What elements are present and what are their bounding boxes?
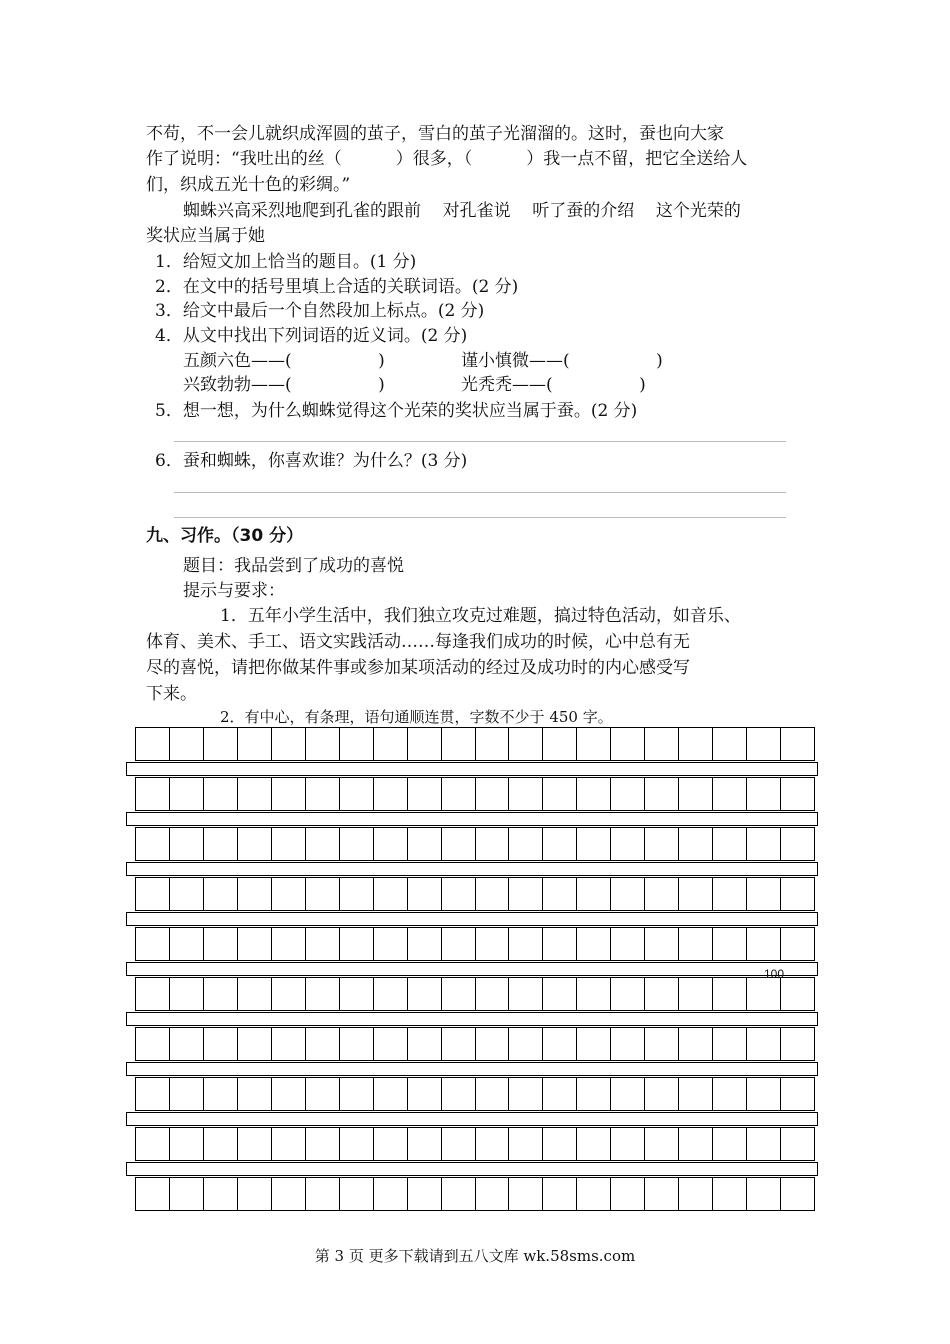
grid-cell[interactable] — [408, 778, 442, 810]
grid-cell[interactable] — [136, 1128, 170, 1160]
grid-cell[interactable] — [204, 1178, 238, 1210]
grid-spacer — [126, 862, 818, 876]
grid-spacer — [126, 1112, 818, 1126]
passage-line: 作了说明：“我吐出的丝（ ）很多，（ ）我一点不留，把它全送给人 — [146, 149, 748, 169]
grid-cell[interactable] — [204, 828, 238, 860]
grid-cell[interactable] — [747, 1078, 781, 1110]
grid-cell[interactable] — [611, 1128, 645, 1160]
grid-cell[interactable] — [747, 728, 781, 760]
grid-cell[interactable] — [577, 828, 611, 860]
grid-cell[interactable] — [442, 1128, 476, 1160]
grid-cell[interactable] — [340, 1128, 374, 1160]
synonym-item: 光秃秃——( ) — [461, 375, 646, 395]
passage-line: 蜘蛛兴高采烈地爬到孔雀的跟前 对孔雀说 听了蚕的介绍 这个光荣的 — [183, 201, 741, 221]
grid-cell[interactable] — [374, 828, 408, 860]
grid-cell[interactable] — [442, 1178, 476, 1210]
grid-cell[interactable] — [476, 1078, 510, 1110]
grid-cell[interactable] — [238, 778, 272, 810]
grid-cell[interactable] — [204, 878, 238, 910]
grid-cell[interactable] — [476, 828, 510, 860]
question-5: 5．想一想，为什么蜘蛛觉得这个光荣的奖状应当属于蚕。(2 分) — [155, 401, 638, 421]
answer-line[interactable] — [174, 517, 786, 518]
grid-cell[interactable] — [543, 978, 577, 1010]
grid-cell[interactable] — [476, 778, 510, 810]
grid-cell[interactable] — [509, 828, 543, 860]
grid-cell[interactable] — [577, 978, 611, 1010]
grid-cell[interactable] — [238, 1028, 272, 1060]
grid-cell[interactable] — [374, 978, 408, 1010]
grid-cell[interactable] — [713, 778, 747, 810]
grid-spacer — [126, 962, 818, 976]
grid-cell[interactable] — [442, 1078, 476, 1110]
grid-cell[interactable] — [747, 978, 781, 1010]
grid-cell[interactable] — [679, 728, 713, 760]
grid-cell[interactable] — [781, 1028, 814, 1060]
page-footer: 第 3 页 更多下载请到五八文库 wk.58sms.com — [314, 1247, 636, 1265]
grid-cell[interactable] — [272, 1128, 306, 1160]
grid-cell[interactable] — [611, 728, 645, 760]
grid-cell[interactable] — [136, 778, 170, 810]
grid-cell[interactable] — [238, 728, 272, 760]
grid-cell[interactable] — [611, 878, 645, 910]
grid-cell[interactable] — [509, 878, 543, 910]
grid-cell[interactable] — [747, 1178, 781, 1210]
grid-cell[interactable] — [136, 728, 170, 760]
grid-cell[interactable] — [577, 1128, 611, 1160]
grid-spacer — [126, 1162, 818, 1176]
grid-cell[interactable] — [679, 928, 713, 960]
grid-cell[interactable] — [306, 928, 340, 960]
grid-cell[interactable] — [204, 778, 238, 810]
grid-cell[interactable] — [645, 1078, 679, 1110]
grid-cell[interactable] — [340, 1178, 374, 1210]
grid-spacer — [126, 1012, 818, 1026]
grid-cell[interactable] — [238, 1128, 272, 1160]
passage-line: 们，织成五光十色的彩绸。” — [146, 175, 351, 195]
answer-line[interactable] — [174, 492, 786, 493]
grid-cell[interactable] — [374, 878, 408, 910]
grid-cell[interactable] — [408, 828, 442, 860]
grid-cell[interactable] — [476, 928, 510, 960]
grid-cell[interactable] — [340, 978, 374, 1010]
grid-cell[interactable] — [170, 978, 204, 1010]
grid-cell[interactable] — [645, 728, 679, 760]
grid-cell[interactable] — [611, 928, 645, 960]
grid-cell[interactable] — [272, 728, 306, 760]
grid-cell[interactable] — [408, 878, 442, 910]
grid-cell[interactable] — [509, 728, 543, 760]
grid-cell[interactable] — [577, 728, 611, 760]
grid-cell[interactable] — [204, 1128, 238, 1160]
grid-row — [135, 1177, 815, 1211]
grid-cell[interactable] — [577, 878, 611, 910]
grid-cell[interactable] — [713, 828, 747, 860]
passage-line: 奖状应当属于她 — [146, 226, 265, 246]
grid-cell[interactable] — [442, 978, 476, 1010]
grid-cell[interactable] — [713, 978, 747, 1010]
grid-cell[interactable] — [442, 778, 476, 810]
grid-cell[interactable] — [170, 928, 204, 960]
grid-cell[interactable] — [238, 1078, 272, 1110]
grid-cell[interactable] — [577, 1178, 611, 1210]
grid-cell[interactable] — [543, 1178, 577, 1210]
grid-cell[interactable] — [272, 928, 306, 960]
grid-cell[interactable] — [238, 828, 272, 860]
grid-cell[interactable] — [408, 1028, 442, 1060]
grid-cell[interactable] — [170, 878, 204, 910]
grid-cell[interactable] — [679, 978, 713, 1010]
grid-cell[interactable] — [645, 1128, 679, 1160]
grid-cell[interactable] — [747, 828, 781, 860]
requirement-line: 尽的喜悦，请把你做某件事或参加某项活动的经过及成功时的内心感受写 — [146, 658, 690, 678]
grid-spacer — [126, 1062, 818, 1076]
grid-row — [135, 877, 815, 911]
grid-cell[interactable] — [374, 1028, 408, 1060]
grid-cell[interactable] — [645, 778, 679, 810]
grid-cell[interactable] — [272, 778, 306, 810]
grid-cell[interactable] — [170, 1028, 204, 1060]
grid-cell[interactable] — [611, 1178, 645, 1210]
grid-row — [135, 927, 815, 961]
grid-cell[interactable] — [747, 928, 781, 960]
grid-cell[interactable] — [442, 728, 476, 760]
grid-cell[interactable] — [747, 1128, 781, 1160]
grid-cell[interactable] — [679, 778, 713, 810]
grid-spacer — [126, 762, 818, 776]
answer-line[interactable] — [174, 441, 786, 442]
question-6: 6．蚕和蜘蛛，你喜欢谁？为什么？(3 分) — [155, 451, 468, 471]
grid-cell[interactable] — [781, 828, 814, 860]
grid-cell[interactable] — [679, 828, 713, 860]
grid-cell[interactable] — [408, 1128, 442, 1160]
grid-cell[interactable] — [781, 1078, 814, 1110]
grid-cell[interactable] — [136, 928, 170, 960]
grid-cell[interactable] — [374, 1128, 408, 1160]
grid-cell[interactable] — [476, 1128, 510, 1160]
grid-cell[interactable] — [442, 878, 476, 910]
grid-cell[interactable] — [577, 1028, 611, 1060]
grid-cell[interactable] — [645, 828, 679, 860]
requirement-line: 体育、美术、手工、语文实践活动……每逢我们成功的时候，心中总有无 — [146, 632, 690, 652]
grid-cell[interactable] — [509, 1078, 543, 1110]
grid-cell[interactable] — [204, 1078, 238, 1110]
grid-cell[interactable] — [306, 778, 340, 810]
grid-cell[interactable] — [204, 928, 238, 960]
passage-line: 不苟，不一会儿就织成浑圆的茧子，雪白的茧子光溜溜的。这时，蚕也向大家 — [146, 124, 724, 144]
grid-cell[interactable] — [306, 728, 340, 760]
grid-cell[interactable] — [509, 978, 543, 1010]
grid-cell[interactable] — [781, 978, 814, 1010]
grid-cell[interactable] — [340, 928, 374, 960]
grid-cell[interactable] — [543, 928, 577, 960]
grid-cell[interactable] — [442, 828, 476, 860]
grid-cell[interactable] — [170, 828, 204, 860]
grid-cell[interactable] — [374, 728, 408, 760]
synonym-item: 五颜六色——( ) — [183, 351, 385, 371]
grid-cell[interactable] — [679, 1178, 713, 1210]
grid-cell[interactable] — [611, 1028, 645, 1060]
grid-cell[interactable] — [238, 1178, 272, 1210]
grid-cell[interactable] — [306, 828, 340, 860]
essay-title: 题目：我品尝到了成功的喜悦 — [183, 556, 404, 576]
grid-cell[interactable] — [543, 728, 577, 760]
grid-cell[interactable] — [272, 828, 306, 860]
grid-cell[interactable] — [204, 728, 238, 760]
grid-cell[interactable] — [747, 778, 781, 810]
section-heading: 九、习作。（30 分） — [146, 526, 304, 546]
grid-cell[interactable] — [136, 978, 170, 1010]
grid-cell[interactable] — [611, 828, 645, 860]
grid-cell[interactable] — [645, 978, 679, 1010]
grid-row — [135, 1077, 815, 1111]
grid-cell[interactable] — [713, 728, 747, 760]
grid-cell[interactable] — [374, 1178, 408, 1210]
grid-cell[interactable] — [713, 1078, 747, 1110]
grid-cell[interactable] — [713, 878, 747, 910]
grid-cell[interactable] — [747, 1028, 781, 1060]
grid-cell[interactable] — [238, 878, 272, 910]
grid-cell[interactable] — [509, 928, 543, 960]
grid-cell[interactable] — [340, 1078, 374, 1110]
requirement-line: 1．五年小学生活中，我们独立攻克过难题，搞过特色活动，如音乐、 — [220, 606, 741, 626]
requirement-line: 下来。 — [146, 684, 197, 704]
question-1: 1．给短文加上恰当的题目。(1 分) — [155, 252, 417, 272]
grid-cell[interactable] — [679, 878, 713, 910]
grid-cell[interactable] — [543, 1078, 577, 1110]
grid-cell[interactable] — [408, 1178, 442, 1210]
grid-cell[interactable] — [645, 928, 679, 960]
grid-cell[interactable] — [306, 1028, 340, 1060]
grid-cell[interactable] — [340, 778, 374, 810]
grid-cell[interactable] — [781, 878, 814, 910]
grid-cell[interactable] — [306, 1078, 340, 1110]
grid-cell[interactable] — [306, 878, 340, 910]
grid-cell[interactable] — [543, 878, 577, 910]
grid-cell[interactable] — [136, 1078, 170, 1110]
grid-cell[interactable] — [170, 1178, 204, 1210]
grid-cell[interactable] — [136, 1178, 170, 1210]
grid-cell[interactable] — [170, 1128, 204, 1160]
grid-cell[interactable] — [442, 1028, 476, 1060]
grid-cell[interactable] — [238, 978, 272, 1010]
synonym-item: 兴致勃勃——( ) — [183, 375, 385, 395]
grid-cell[interactable] — [543, 1128, 577, 1160]
grid-cell[interactable] — [340, 828, 374, 860]
grid-cell[interactable] — [509, 1128, 543, 1160]
synonym-item: 谨小慎微——( ) — [461, 351, 663, 371]
grid-cell[interactable] — [645, 1028, 679, 1060]
grid-cell[interactable] — [340, 878, 374, 910]
grid-cell[interactable] — [713, 1178, 747, 1210]
grid-cell[interactable] — [679, 1128, 713, 1160]
grid-cell[interactable] — [747, 878, 781, 910]
grid-cell[interactable] — [374, 778, 408, 810]
grid-cell[interactable] — [340, 728, 374, 760]
grid-cell[interactable] — [238, 928, 272, 960]
question-3: 3．给文中最后一个自然段加上标点。(2 分) — [155, 301, 485, 321]
grid-cell[interactable] — [543, 1028, 577, 1060]
grid-cell[interactable] — [272, 1178, 306, 1210]
word-count-marker: 100 — [764, 967, 785, 981]
grid-cell[interactable] — [136, 878, 170, 910]
grid-cell[interactable] — [543, 828, 577, 860]
grid-cell[interactable] — [408, 928, 442, 960]
question-4: 4．从文中找出下列词语的近义词。(2 分) — [155, 326, 468, 346]
question-2: 2．在文中的括号里填上合适的关联词语。(2 分) — [155, 277, 519, 297]
grid-cell[interactable] — [136, 1028, 170, 1060]
grid-cell[interactable] — [204, 978, 238, 1010]
grid-cell[interactable] — [577, 778, 611, 810]
grid-cell[interactable] — [374, 928, 408, 960]
grid-cell[interactable] — [645, 878, 679, 910]
grid-cell[interactable] — [543, 778, 577, 810]
grid-row — [135, 1127, 815, 1161]
requirement-line: 2．有中心，有条理，语句通顺连贯，字数不少于 450 字。 — [220, 708, 613, 726]
grid-cell[interactable] — [713, 928, 747, 960]
grid-cell[interactable] — [476, 878, 510, 910]
grid-cell[interactable] — [781, 1178, 814, 1210]
grid-cell[interactable] — [306, 978, 340, 1010]
grid-cell[interactable] — [204, 1028, 238, 1060]
grid-row — [135, 727, 815, 761]
grid-cell[interactable] — [611, 978, 645, 1010]
grid-cell[interactable] — [476, 728, 510, 760]
grid-cell[interactable] — [713, 1128, 747, 1160]
grid-cell[interactable] — [306, 1178, 340, 1210]
grid-cell[interactable] — [679, 1078, 713, 1110]
grid-cell[interactable] — [476, 1028, 510, 1060]
grid-cell[interactable] — [577, 928, 611, 960]
grid-row — [135, 1027, 815, 1061]
grid-cell[interactable] — [611, 778, 645, 810]
grid-cell[interactable] — [476, 978, 510, 1010]
grid-cell[interactable] — [442, 928, 476, 960]
grid-cell[interactable] — [170, 778, 204, 810]
grid-cell[interactable] — [272, 1028, 306, 1060]
grid-spacer — [126, 812, 818, 826]
grid-cell[interactable] — [408, 978, 442, 1010]
grid-cell[interactable] — [781, 928, 814, 960]
grid-row — [135, 977, 815, 1011]
grid-row — [135, 777, 815, 811]
grid-cell[interactable] — [509, 778, 543, 810]
grid-cell[interactable] — [170, 1078, 204, 1110]
grid-cell[interactable] — [408, 1078, 442, 1110]
grid-cell[interactable] — [781, 778, 814, 810]
grid-cell[interactable] — [170, 728, 204, 760]
grid-cell[interactable] — [781, 1128, 814, 1160]
grid-cell[interactable] — [136, 828, 170, 860]
grid-cell[interactable] — [476, 1178, 510, 1210]
grid-cell[interactable] — [374, 1078, 408, 1110]
grid-spacer — [126, 912, 818, 926]
grid-cell[interactable] — [577, 1078, 611, 1110]
grid-cell[interactable] — [679, 1028, 713, 1060]
hint-label: 提示与要求： — [183, 581, 285, 601]
grid-cell[interactable] — [272, 1078, 306, 1110]
grid-cell[interactable] — [713, 1028, 747, 1060]
grid-cell[interactable] — [645, 1178, 679, 1210]
grid-cell[interactable] — [509, 1028, 543, 1060]
grid-cell[interactable] — [272, 878, 306, 910]
grid-cell[interactable] — [509, 1178, 543, 1210]
grid-cell[interactable] — [408, 728, 442, 760]
grid-cell[interactable] — [272, 978, 306, 1010]
grid-cell[interactable] — [611, 1078, 645, 1110]
grid-row — [135, 827, 815, 861]
grid-cell[interactable] — [340, 1028, 374, 1060]
grid-cell[interactable] — [781, 728, 814, 760]
grid-cell[interactable] — [306, 1128, 340, 1160]
